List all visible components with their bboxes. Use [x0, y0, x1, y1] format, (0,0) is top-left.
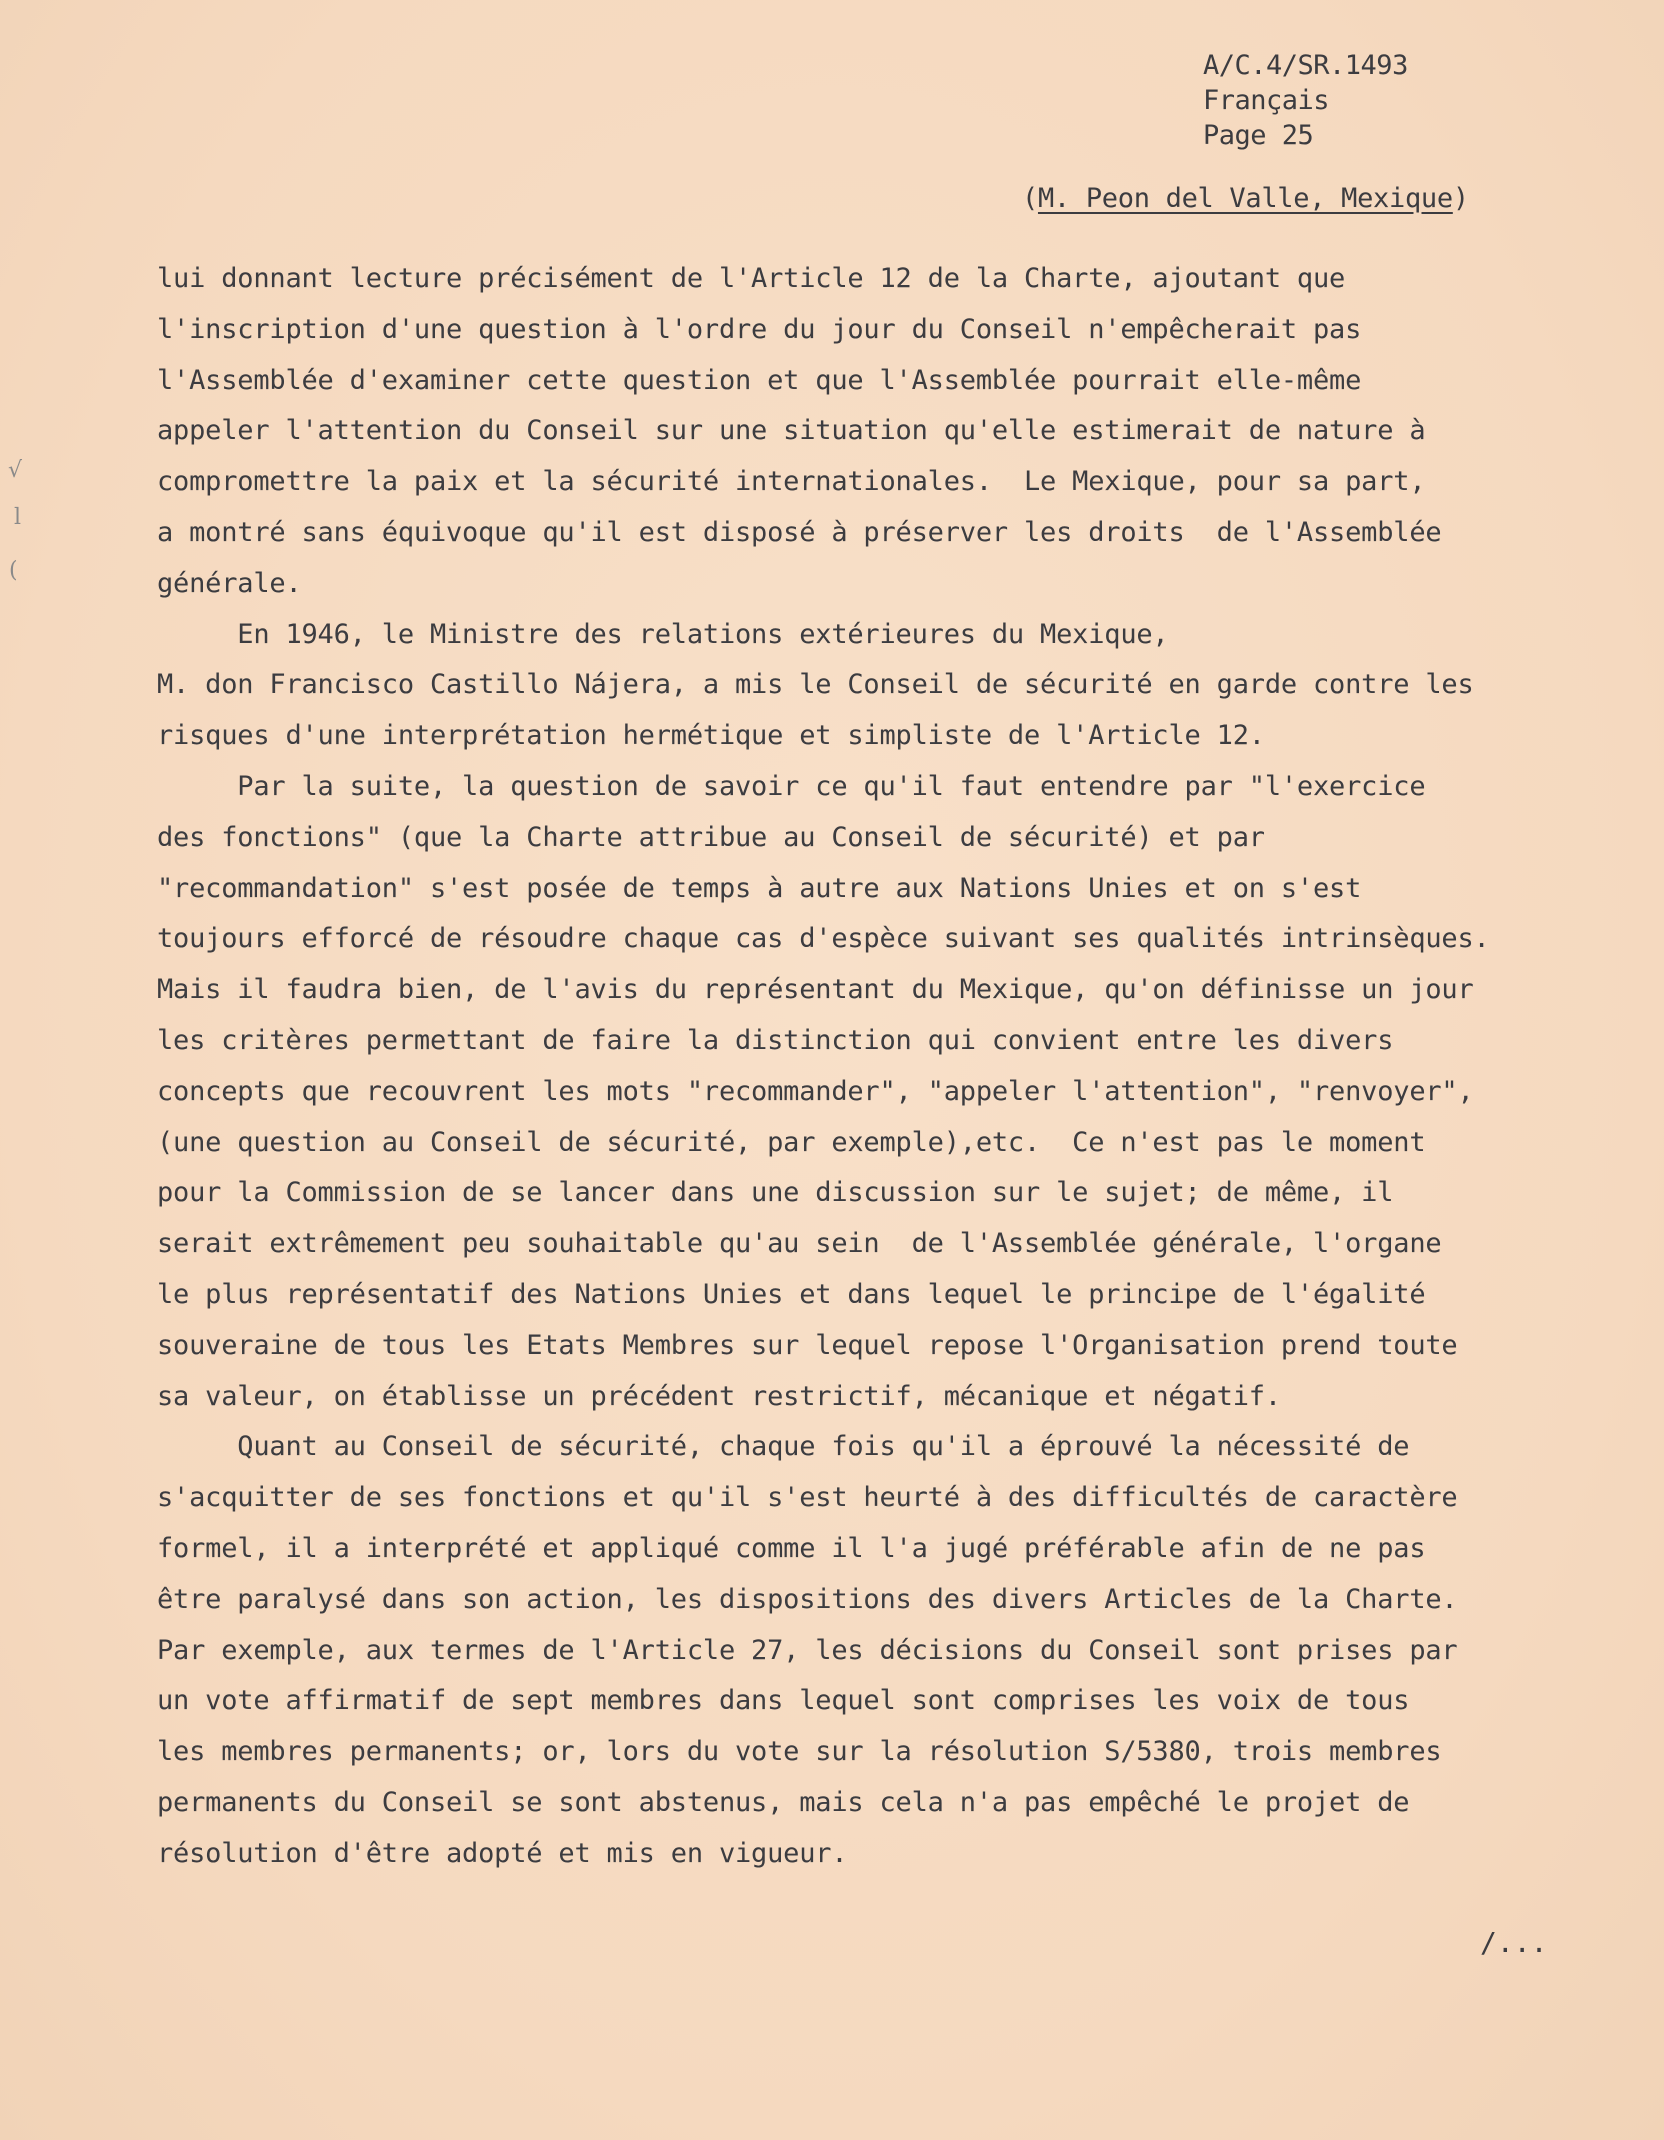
body-line: l'inscription d'une question à l'ordre du jour du Conseil n'empêcherait pas — [157, 313, 1362, 345]
body-line: M. don Francisco Castillo Nájera, a mis le Conseil de sécurité en garde contre les — [157, 669, 1474, 701]
body-line: les critères permettant de faire la distinction qui convient entre les divers — [157, 1024, 1394, 1056]
body-line: être paralysé dans son action, les dispositions des divers Articles de la Charte. — [157, 1583, 1458, 1615]
page-number: Page 25 — [1203, 120, 1314, 151]
body-line: serait extrêmement peu souhaitable qu'au sein de l'Assemblée générale, l'organe — [157, 1228, 1442, 1260]
body-line: sa valeur, on établisse un précédent restrictif, mécanique et négatif. — [157, 1380, 1281, 1412]
body-line: appeler l'attention du Conseil sur une situation qu'elle estimerait de nature à — [157, 415, 1426, 447]
document-language: Français — [1203, 85, 1330, 116]
body-line: des fonctions" (que la Charte attribue au Conseil de sécurité) et par — [157, 821, 1265, 853]
body-text — [157, 254, 1547, 1880]
body-line: un vote affirmatif de sept membres dans lequel sont comprises les voix de tous — [157, 1685, 1410, 1717]
speaker-name: M. Peon del Valle, Mexique — [1037, 183, 1453, 214]
body-line: permanents du Conseil se sont abstenus, mais cela n'a pas empêché le projet de — [157, 1786, 1410, 1818]
speaker-close-paren: ) — [1452, 183, 1469, 214]
body-line: (une question au Conseil de sécurité, par exemple),etc. Ce n'est pas le moment — [157, 1126, 1426, 1158]
body-line: a montré sans équivoque qu'il est disposé à préserver les droits de l'Assemblée — [157, 516, 1442, 548]
body-line: formel, il a interprété et appliqué comme il l'a jugé préférable afin de ne pas — [157, 1532, 1426, 1564]
margin-pencil-mark: l — [14, 505, 22, 530]
body-line: les membres permanents; or, lors du vote sur la résolution S/5380, trois membres — [157, 1736, 1442, 1768]
body-line: Mais il faudra bien, de l'avis du représentant du Mexique, qu'on définisse un jour — [157, 974, 1474, 1006]
body-line: lui donnant lecture précisément de l'Article 12 de la Charte, ajoutant que — [157, 263, 1346, 294]
speaker-open-paren: ( — [1022, 183, 1038, 214]
continuation-mark: /... — [1480, 1926, 1548, 1959]
body-line: générale. — [157, 567, 302, 599]
margin-pencil-mark: √ — [8, 458, 23, 483]
body-line: résolution d'être adopté et mis en vigueur. — [157, 1837, 848, 1869]
body-line: pour la Commission de se lancer dans une discussion sur le sujet; de même, il — [157, 1177, 1394, 1209]
document-header — [1203, 48, 1408, 153]
document-symbol: A/C.4/SR.1493 — [1203, 50, 1408, 81]
body-line: compromettre la paix et la sécurité internationales. Le Mexique, pour sa part, — [157, 466, 1426, 498]
body-line: concepts que recouvrent les mots "recommander", "appeler l'attention", "renvoyer", — [157, 1075, 1474, 1107]
margin-pencil-mark: ( — [9, 558, 18, 583]
body-line: risques d'une interprétation hermétique et simpliste de l'Article 12. — [157, 720, 1265, 752]
body-line: le plus représentatif des Nations Unies et dans lequel le principe de l'égalité — [157, 1278, 1426, 1310]
speaker-attribution — [1022, 183, 1469, 214]
body-line: Par exemple, aux termes de l'Article 27, les décisions du Conseil sont prises par — [157, 1634, 1458, 1666]
body-line: Par la suite, la question de savoir ce qu'il faut entendre par "l'exercice — [157, 770, 1426, 802]
body-line: Quant au Conseil de sécurité, chaque fois qu'il a éprouvé la nécessité de — [157, 1431, 1410, 1463]
body-line: "recommandation" s'est posée de temps à autre aux Nations Unies et on s'est — [157, 872, 1362, 904]
body-line: s'acquitter de ses fonctions et qu'il s'est heurté à des difficultés de caractère — [157, 1482, 1458, 1514]
body-line: toujours efforcé de résoudre chaque cas d'espèce suivant ses qualités intrinsèques. — [157, 923, 1490, 955]
body-line: souveraine de tous les Etats Membres sur lequel repose l'Organisation prend toute — [157, 1329, 1458, 1361]
body-line: l'Assemblée d'examiner cette question et que l'Assemblée pourrait elle-même — [157, 364, 1362, 396]
body-line: En 1946, le Ministre des relations extérieures du Mexique, — [157, 618, 1169, 650]
